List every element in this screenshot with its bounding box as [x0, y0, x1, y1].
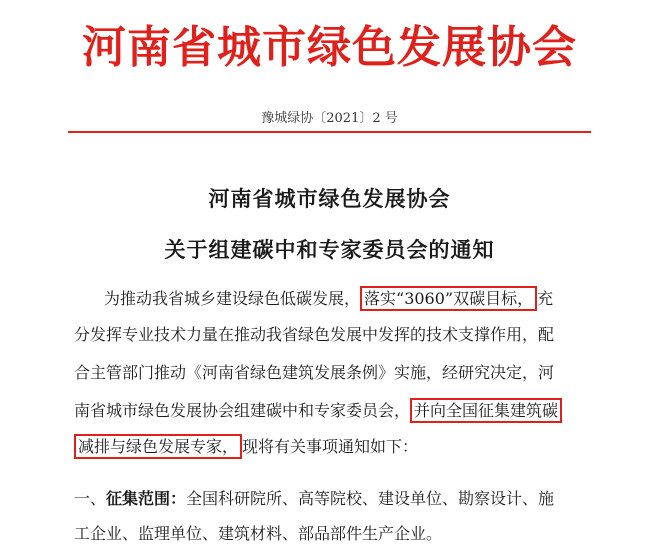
- highlight-dual-carbon-goal: 落实“3060”双碳目标，: [360, 286, 537, 311]
- paragraph-line-4: [74, 399, 562, 423]
- document-number: 豫城绿协〔2021〕2 号: [261, 111, 398, 126]
- paragraph-line-3: 合主管部门推动《河南省绿色建筑发展条例》实施，经研究决定，河: [74, 363, 555, 382]
- paragraph-text: 充: [537, 289, 554, 308]
- highlight-call-for-experts-cont: 减排与绿色发展专家，: [74, 434, 242, 459]
- paragraph-line-5: [74, 435, 418, 459]
- paragraph-text: 为推动我省城乡建设绿色低碳发展，: [104, 289, 361, 308]
- notice-title-line1: 河南省城市绿色发展协会: [208, 187, 451, 211]
- org-letterhead: 河南省城市绿色发展协会: [82, 22, 577, 73]
- paragraph-text: 现将有关事项通知如下：: [242, 437, 419, 456]
- section-1-line-2: 工企业、监理单位、建筑材料、部品部件生产企业。: [74, 524, 443, 543]
- section-label: 征集范围：: [106, 489, 187, 508]
- letterhead-divider: [68, 131, 591, 133]
- section-text: 全国科研院所、高等院校、建设单位、勘察设计、施: [186, 489, 555, 508]
- section-1-heading: [74, 487, 554, 511]
- paragraph-text: 南省城市绿色发展协会组建碳中和专家委员会，: [74, 401, 411, 420]
- paragraph-line-1: [104, 287, 553, 311]
- section-number: 一、: [74, 489, 107, 508]
- notice-title-line2: 关于组建碳中和专家委员会的通知: [164, 238, 495, 262]
- paragraph-line-2: 分发挥专业技术力量在推动我省绿色发展中发挥的技术支撑作用，配: [74, 325, 555, 344]
- highlight-call-for-experts: 并向全国征集建筑碳: [410, 398, 562, 423]
